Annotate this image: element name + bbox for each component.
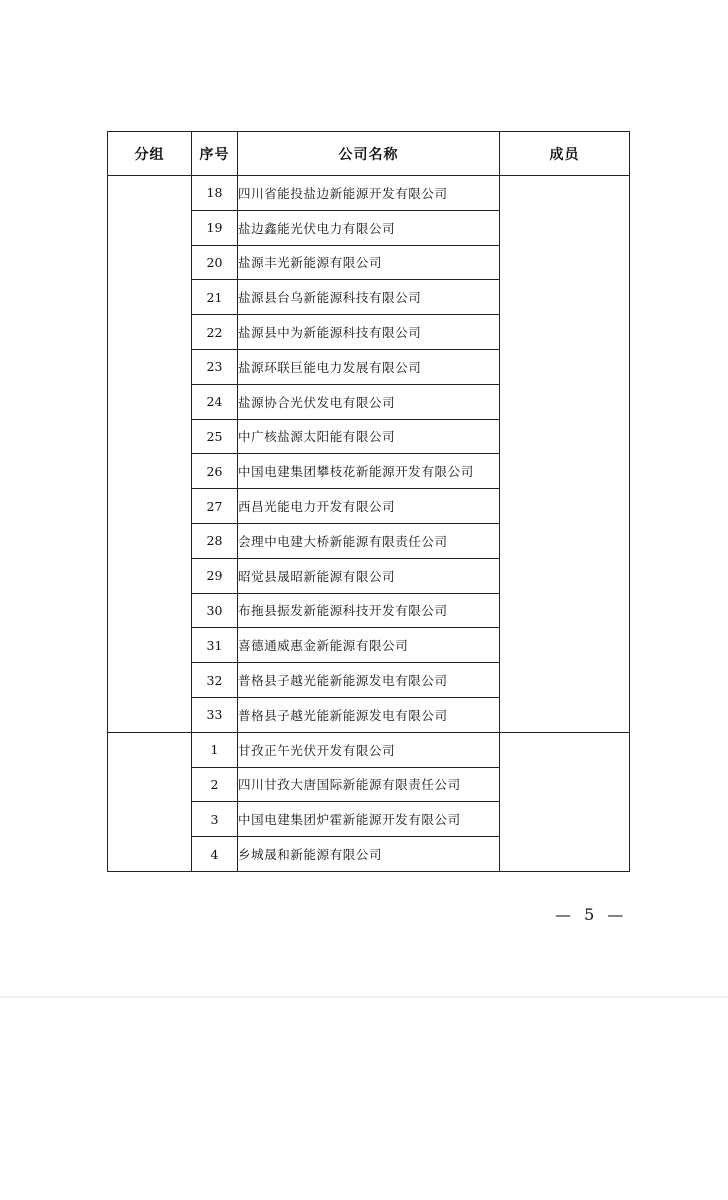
company-name-cell: 普格县子越光能新能源发电有限公司 <box>238 663 500 698</box>
company-name-cell: 普格县子越光能新能源发电有限公司 <box>238 697 500 732</box>
company-name-cell: 会理中电建大桥新能源有限责任公司 <box>238 523 500 558</box>
company-name-cell: 盐源县台乌新能源科技有限公司 <box>238 280 500 315</box>
seq-cell: 29 <box>192 558 238 593</box>
company-name-cell: 中国电建集团炉霍新能源开发有限公司 <box>238 802 500 837</box>
company-name-cell: 布拖县振发新能源科技开发有限公司 <box>238 593 500 628</box>
company-name-cell: 中国电建集团攀枝花新能源开发有限公司 <box>238 454 500 489</box>
members-cell <box>500 176 630 733</box>
company-name-cell: 盐源丰光新能源有限公司 <box>238 245 500 280</box>
seq-cell: 23 <box>192 349 238 384</box>
company-name-cell: 昭觉县晟昭新能源有限公司 <box>238 558 500 593</box>
seq-cell: 3 <box>192 802 238 837</box>
table-header-row <box>108 132 630 176</box>
seq-cell: 22 <box>192 315 238 350</box>
seq-cell: 31 <box>192 628 238 663</box>
seq-cell: 18 <box>192 176 238 211</box>
seq-cell: 32 <box>192 663 238 698</box>
company-name-cell: 盐边鑫能光伏电力有限公司 <box>238 210 500 245</box>
seq-cell: 1 <box>192 732 238 767</box>
company-name-cell: 盐源环联巨能电力发展有限公司 <box>238 349 500 384</box>
table-row <box>108 176 630 211</box>
page-number: — 5 — <box>555 905 628 924</box>
table-body <box>108 176 630 872</box>
seq-cell: 25 <box>192 419 238 454</box>
company-name-cell: 乡城晟和新能源有限公司 <box>238 837 500 872</box>
company-name-cell: 四川省能投盐边新能源开发有限公司 <box>238 176 500 211</box>
scan-edge-divider <box>0 996 728 998</box>
company-name-cell: 中广核盐源太阳能有限公司 <box>238 419 500 454</box>
header-company: 公司名称 <box>238 132 500 176</box>
seq-cell: 33 <box>192 697 238 732</box>
group-cell <box>108 176 192 733</box>
group-cell <box>108 732 192 871</box>
header-seq: 序号 <box>192 132 238 176</box>
company-name-cell: 盐源县中为新能源科技有限公司 <box>238 315 500 350</box>
members-cell <box>500 732 630 871</box>
company-name-cell: 喜德通威惠金新能源有限公司 <box>238 628 500 663</box>
seq-cell: 28 <box>192 523 238 558</box>
seq-cell: 20 <box>192 245 238 280</box>
company-name-cell: 甘孜正午光伏开发有限公司 <box>238 732 500 767</box>
seq-cell: 26 <box>192 454 238 489</box>
seq-cell: 30 <box>192 593 238 628</box>
seq-cell: 27 <box>192 489 238 524</box>
header-members: 成员 <box>500 132 630 176</box>
seq-cell: 2 <box>192 767 238 802</box>
company-roster-table <box>107 131 630 872</box>
seq-cell: 19 <box>192 210 238 245</box>
table-row <box>108 732 630 767</box>
company-name-cell: 四川甘孜大唐国际新能源有限责任公司 <box>238 767 500 802</box>
seq-cell: 4 <box>192 837 238 872</box>
seq-cell: 24 <box>192 384 238 419</box>
company-name-cell: 盐源协合光伏发电有限公司 <box>238 384 500 419</box>
seq-cell: 21 <box>192 280 238 315</box>
company-name-cell: 西昌光能电力开发有限公司 <box>238 489 500 524</box>
header-group: 分组 <box>108 132 192 176</box>
